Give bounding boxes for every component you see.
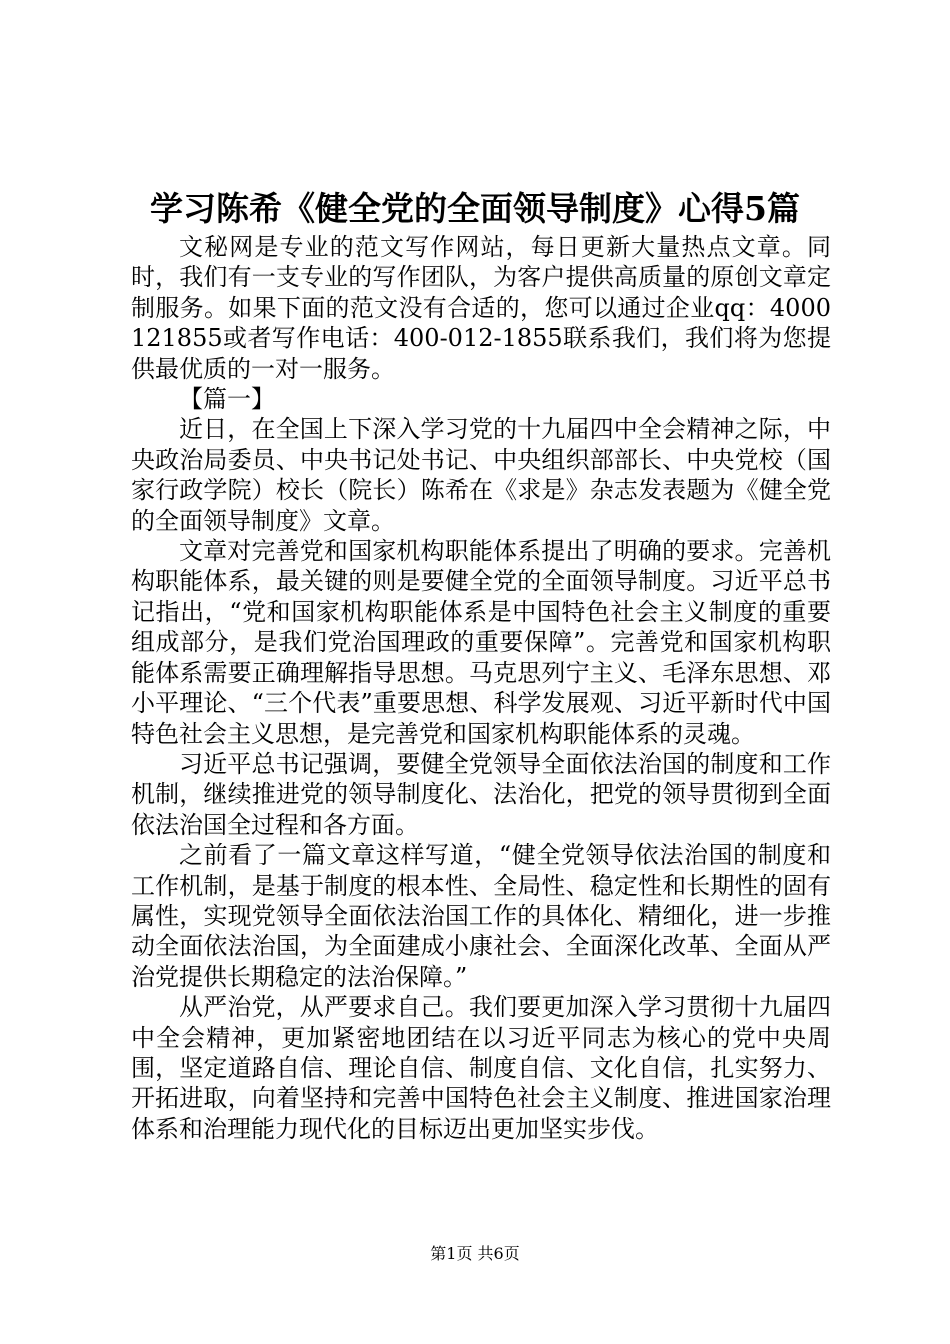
body-paragraph: 从严治党，从严要求自己。我们要更加深入学习贯彻十九届四中全会精神，更加紧密地团结在以习近平同志为核心的党中央周围，坚定道路自信、理论自信、制度自信、文化自信，扎实努力、开拓进取，向着坚持和完善中国特色社会主义制度、推进国家治理体系和治理能力现代化的目标迈出更加坚实步伐。 xyxy=(131,993,831,1143)
body-paragraph: 之前看了一篇文章这样写道，“健全党领导依法治国的制度和工作机制，是基于制度的根本性、全局性、稳定性和长期性的固有属性，实现党领导全面依法治国工作的具体化、精细化，进一步推动全面依法治国，为全面建成小康社会、全面深化改革、全面从严治党提供长期稳定的法治保障。” xyxy=(131,841,831,991)
document-title: 学习陈希《健全党的全面领导制度》心得5篇 xyxy=(150,189,800,228)
body-paragraph: 习近平总书记强调，要健全党领导全面依法治国的制度和工作机制，继续推进党的领导制度化、法治化，把党的领导贯彻到全面依法治国全过程和各方面。 xyxy=(131,749,831,839)
body-paragraph: 文章对完善党和国家机构职能体系提出了明确的要求。完善机构职能体系，最关键的则是要健全党的全面领导制度。习近平总书记指出，“党和国家机构职能体系是中国特色社会主义制度的重要组成部分，是我们党治国理政的重要保障”。完善党和国家机构职能体系需要正确理解指导思想。马克思列宁主义、毛泽东思想、邓小平理论、“三个代表”重要思想、科学发展观、习近平新时代中国特色社会主义思想，是完善党和国家机构职能体系的灵魂。 xyxy=(131,537,831,748)
section-heading: 【篇一】 xyxy=(179,385,275,414)
page-number-footer: 第1页 共6页 xyxy=(430,1244,520,1263)
body-paragraph: 近日，在全国上下深入学习党的十九届四中全会精神之际，中央政治局委员、中央书记处书记、中央组织部部长、中央党校（国家行政学院）校长（院长）陈希在《求是》杂志发表题为《健全党的全面领导制度》文章。 xyxy=(131,415,831,535)
intro-paragraph: 文秘网是专业的范文写作网站，每日更新大量热点文章。同时，我们有一支专业的写作团队，为客户提供高质量的原创文章定制服务。如果下面的范文没有合适的，您可以通过企业qq：4000121855或者写作电话：400-012-1855联系我们，我们将为您提供最优质的一对一服务。 xyxy=(131,233,831,383)
document-body xyxy=(131,232,831,1144)
